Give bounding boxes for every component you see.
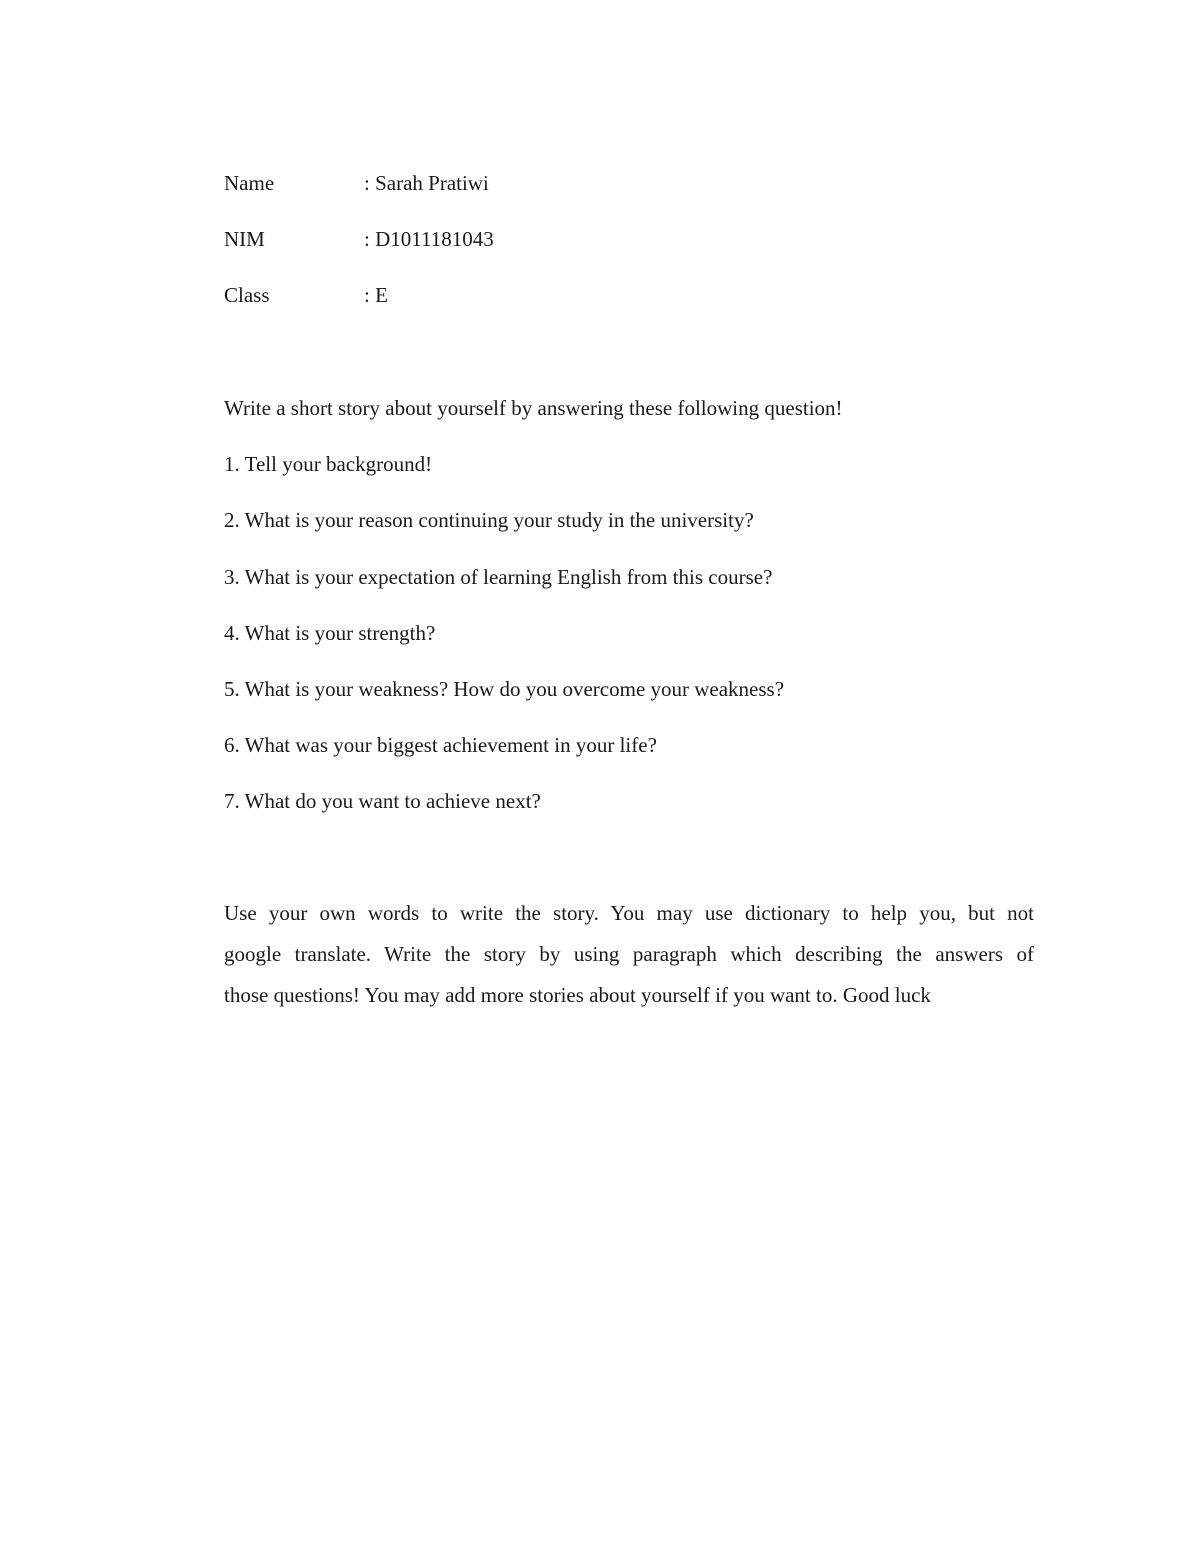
question-3: 3. What is your expectation of learning English from this course? xyxy=(224,565,773,589)
nim-label: NIM xyxy=(224,227,265,251)
nim-value: : D1011181043 xyxy=(364,227,494,251)
name-label: Name xyxy=(224,171,275,195)
closing-line-1: Use your own words to write the story. You may use dictionary to help you, but not xyxy=(224,901,1034,925)
class-label: Class xyxy=(224,283,270,307)
name-value: : Sarah Pratiwi xyxy=(364,171,489,195)
question-5: 5. What is your weakness? How do you overcome your weakness? xyxy=(224,677,785,701)
question-1: 1. Tell your background! xyxy=(224,452,433,476)
question-7: 7. What do you want to achieve next? xyxy=(224,789,541,813)
instruction-text: Write a short story about yourself by answering these following question! xyxy=(224,396,843,420)
question-6: 6. What was your biggest achievement in your life? xyxy=(224,733,657,757)
question-4: 4. What is your strength? xyxy=(224,621,436,645)
question-2: 2. What is your reason continuing your study in the university? xyxy=(224,508,754,532)
closing-paragraph xyxy=(224,893,1034,1016)
class-value: : E xyxy=(364,283,388,307)
closing-line-3: those questions! You may add more stories about yourself if you want to. Good luck xyxy=(224,983,931,1007)
closing-line-2: google translate. Write the story by using paragraph which describing the answers of xyxy=(224,942,1034,966)
